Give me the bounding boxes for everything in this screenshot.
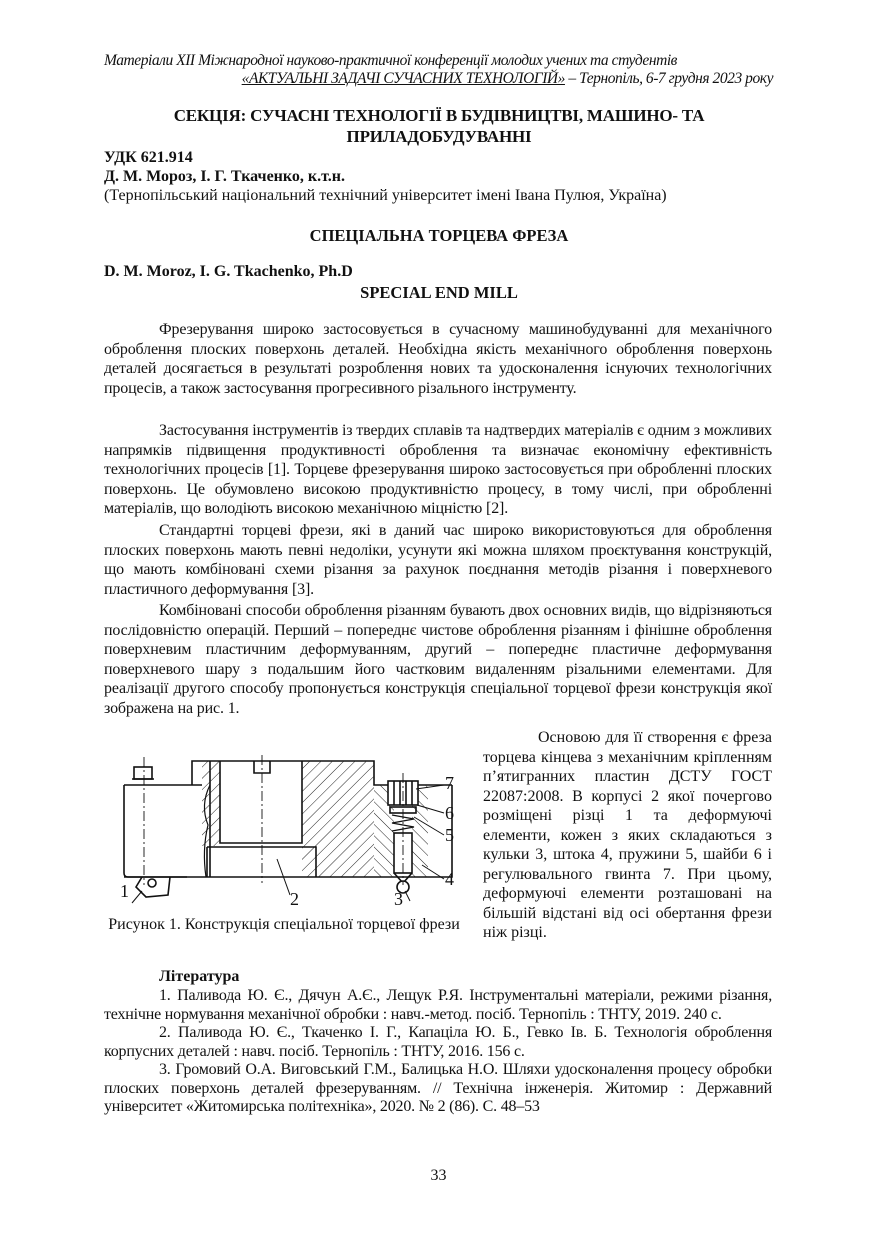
figure-label-3: 3 [394,889,403,909]
paragraph-text: Основою для її створення є фреза торцева кінцева з механічним кріпленням п’ятигранних пластин ДСТУ ГОСТ 22087:2008. В корпусі 2 якої почергово розміщені різці 1 та деформуючі елементи, кожен з яких складаються з кульки 3, штока 4, пружини 5, шайби 6 і регулювального гвинта 7. При цьому, деформуючі елементи розташовані на більшій відстані від осі обертання фрези ніж різці. [483,729,772,941]
paragraph-text: Фрезерування широко застосовується в сучасному машинобудуванні для механічного оброблення плоских поверхонь деталей. Необхідна якість механічного оброблення поверхонь деталей досягається в результаті розроблення нових та удосконалення існуючих технологічних процесів, а також застосування прогресивного різального інструменту. [104,321,772,397]
figure-label-5: 5 [445,825,454,845]
body-paragraph-2 [104,421,772,519]
references-list [104,987,772,1117]
figure-label-4: 4 [445,869,454,889]
authors-ua: Д. М. Мороз, І. Г. Ткаченко, к.т.н. [104,168,345,185]
figure-caption: Рисунок 1. Конструкція спеціальної торцевої фрези [108,916,460,933]
authors-en: D. M. Moroz, I. G. Tkachenko, Ph.D [104,263,353,280]
body-paragraph-4 [104,601,772,718]
article-title-en: SPECIAL END MILL [360,283,518,302]
figure-label-6: 6 [445,803,454,823]
reference-item: 2. Паливода Ю. Є., Ткаченко І. Г., Капаціла Ю. Б., Гевко Ів. Б. Технологія оброблення корпусних деталей : навч. посіб. Тернопіль : ТНТУ, 2016. 156 с. [104,1024,772,1060]
affiliation: (Тернопільський національний технічний університет імені Івана Пулюя, Україна) [104,187,667,204]
figure-label-7: 7 [445,773,454,793]
references-title: Література [159,968,240,985]
body-paragraph-side [483,728,772,943]
conference-place-date: – Тернопіль, 6-7 грудня 2023 року [564,70,773,87]
figure-label-1: 1 [120,881,129,901]
paragraph-text: Комбіновані способи оброблення різанням бувають двох основних видів, що відрізняються послідовністю операцій. Перший – попереднє чистове оброблення різанням і фінішне оброблення поверхневим пластичним деформуванням, другий – попереднє пластичне деформування поверхневого шару з подальшим його частковим видаленням різальними елементами. Для реалізації другого способу пропонується конструкція спеціальної торцевої фрези конструкція якої зображена на рис. 1. [104,602,772,717]
running-header-line2 [242,70,773,88]
paragraph-text: Застосування інструментів із твердих сплавів та надтвердих матеріалів є одним з можливих напрямків підвищення продуктивності оброблення та визначає економічну ефективність технологічних процесів [1]. Торцеве фрезерування широко застосовується при обробленні плоских поверхонь. Це обумовлено високою продуктивністю процесу, в тому числі, при обробленні матеріалів, що володіють високою механічною міцністю [2]. [104,422,772,517]
conference-name: «АКТУАЛЬНІ ЗАДАЧІ СУЧАСНИХ ТЕХНОЛОГІЙ» [241,70,565,87]
reference-item: 3. Громовий О.А. Виговський Г.М., Балицька Н.О. Шляхи удосконалення процесу обробки плоских поверхонь деталей фрезеруванням. // Технічна інженерія. Житомир : Державний університет «Житомирська політехніка», 2020. № 2 (86). С. 48–53 [104,1061,772,1115]
reference-item: 1. Паливода Ю. Є., Дячун А.Є., Лещук Р.Я. Інструментальні матеріали, режими різання, технічне нормування механічної обробки : навч.-метод. посіб. Тернопіль : ТНТУ, 2019. 240 с. [104,987,772,1023]
end-mill-cross-section-icon [112,755,457,905]
udk-code: УДК 621.914 [104,149,193,166]
section-title: СЕКЦІЯ: СУЧАСНІ ТЕХНОЛОГІЇ В БУДІВНИЦТВІ, МАШИНО- ТА ПРИЛАДОБУДУВАННІ [173,106,705,146]
body-paragraph-3 [104,521,772,599]
page-number: 33 [430,1167,447,1184]
running-header-line1: Матеріали XII Міжнародної науково-практичної конференції молодих учених та студентів [104,52,677,69]
paragraph-text: Стандартні торцеві фрези, які в даний час широко використовуються для оброблення плоских поверхонь мають певні недоліки, усунути які можна шляхом проєктування конструкцій, що мають комбіновані схеми різання за рахунок поєднання методів різання і поверхневого пластичного деформування [3]. [104,522,772,598]
figure-label-2: 2 [290,889,299,909]
body-paragraph-1 [104,320,772,398]
article-title-ua: СПЕЦІАЛЬНА ТОРЦЕВА ФРЕЗА [309,226,569,245]
figure-end-mill-drawing [112,755,457,909]
